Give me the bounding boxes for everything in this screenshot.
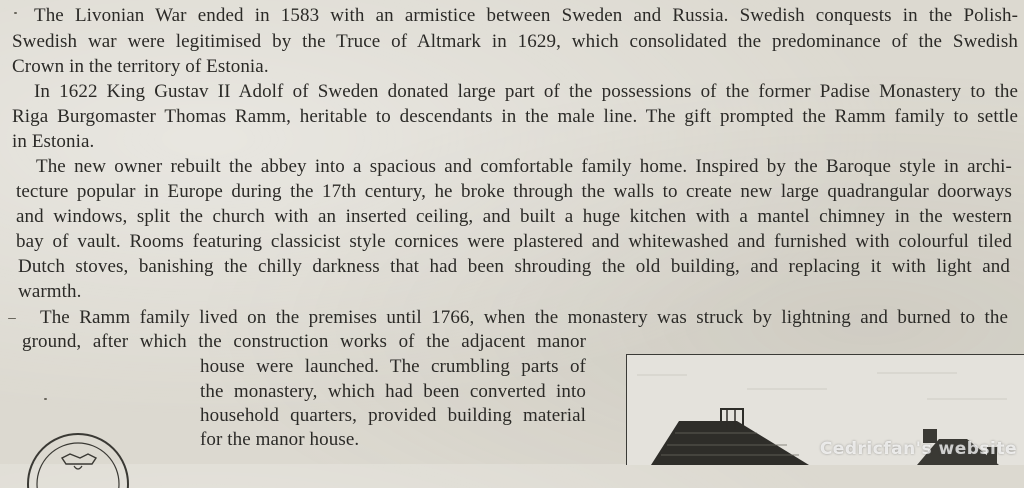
paragraph-4-line-6: for the manor house. (200, 429, 360, 450)
paragraph-2-line-1: In 1622 King Gustav II Adolf of Sweden donated large part of the possessions of the former Padise Monastery to the (34, 81, 1018, 102)
paragraph-4-line-2: ground, after which the construction works of the adjacent manor (22, 331, 586, 352)
monastery-illustration (626, 354, 1024, 465)
paragraph-4-line-4: the monastery, which had been converted into (200, 381, 586, 402)
paragraph-1-line-2: Swedish war were legitimised by the Truce of Altmark in 1629, which consolidated the predominance of the Swedish (12, 31, 1018, 52)
surface-scratch (8, 318, 16, 319)
paragraph-2-line-3: in Estonia. (12, 131, 95, 152)
website-watermark: Cedricfan's website (819, 439, 1017, 459)
seal-emblem-icon (22, 428, 134, 488)
paragraph-3-line-6: warmth. (18, 281, 82, 302)
paragraph-3-line-5: Dutch stoves, banishing the chilly darkness that had been shrouding the old building, and replacing it with light and (18, 256, 1010, 277)
surface-speck (14, 12, 17, 14)
paragraph-3-line-4: bay of vault. Rooms featuring classicist style cornices were plastered and whitewashed and furnished with colourful tiled (16, 231, 1012, 252)
paragraph-3-line-1: The new owner rebuilt the abbey into a spacious and comfortable family home. Inspired by the Baroque style in archi- (36, 156, 1012, 177)
paragraph-4-line-3: house were launched. The crumbling parts of (200, 356, 586, 377)
paragraph-3-line-2: tecture popular in Europe during the 17th century, he broke through the walls to create new large quadrangular doorways (16, 181, 1012, 202)
paragraph-1-line-3: Crown in the territory of Estonia. (12, 56, 269, 77)
paragraph-2-line-2: Riga Burgomaster Thomas Ramm, heritable to descendants in the male line. The gift prompted the Ramm family to settle (12, 106, 1018, 127)
paragraph-4-line-1: The Ramm family lived on the premises until 1766, when the monastery was struck by lightning and burned to the (40, 307, 1008, 328)
paragraph-3-line-3: and windows, split the church with an inserted ceiling, and built a huge kitchen with a mantel chimney in the western (16, 206, 1012, 227)
paragraph-1-line-1: The Livonian War ended in 1583 with an armistice between Sweden and Russia. Swedish conquests in the Polish- (34, 5, 1018, 26)
surface-speck (44, 398, 47, 400)
paragraph-4-line-5: household quarters, provided building material (200, 405, 586, 426)
